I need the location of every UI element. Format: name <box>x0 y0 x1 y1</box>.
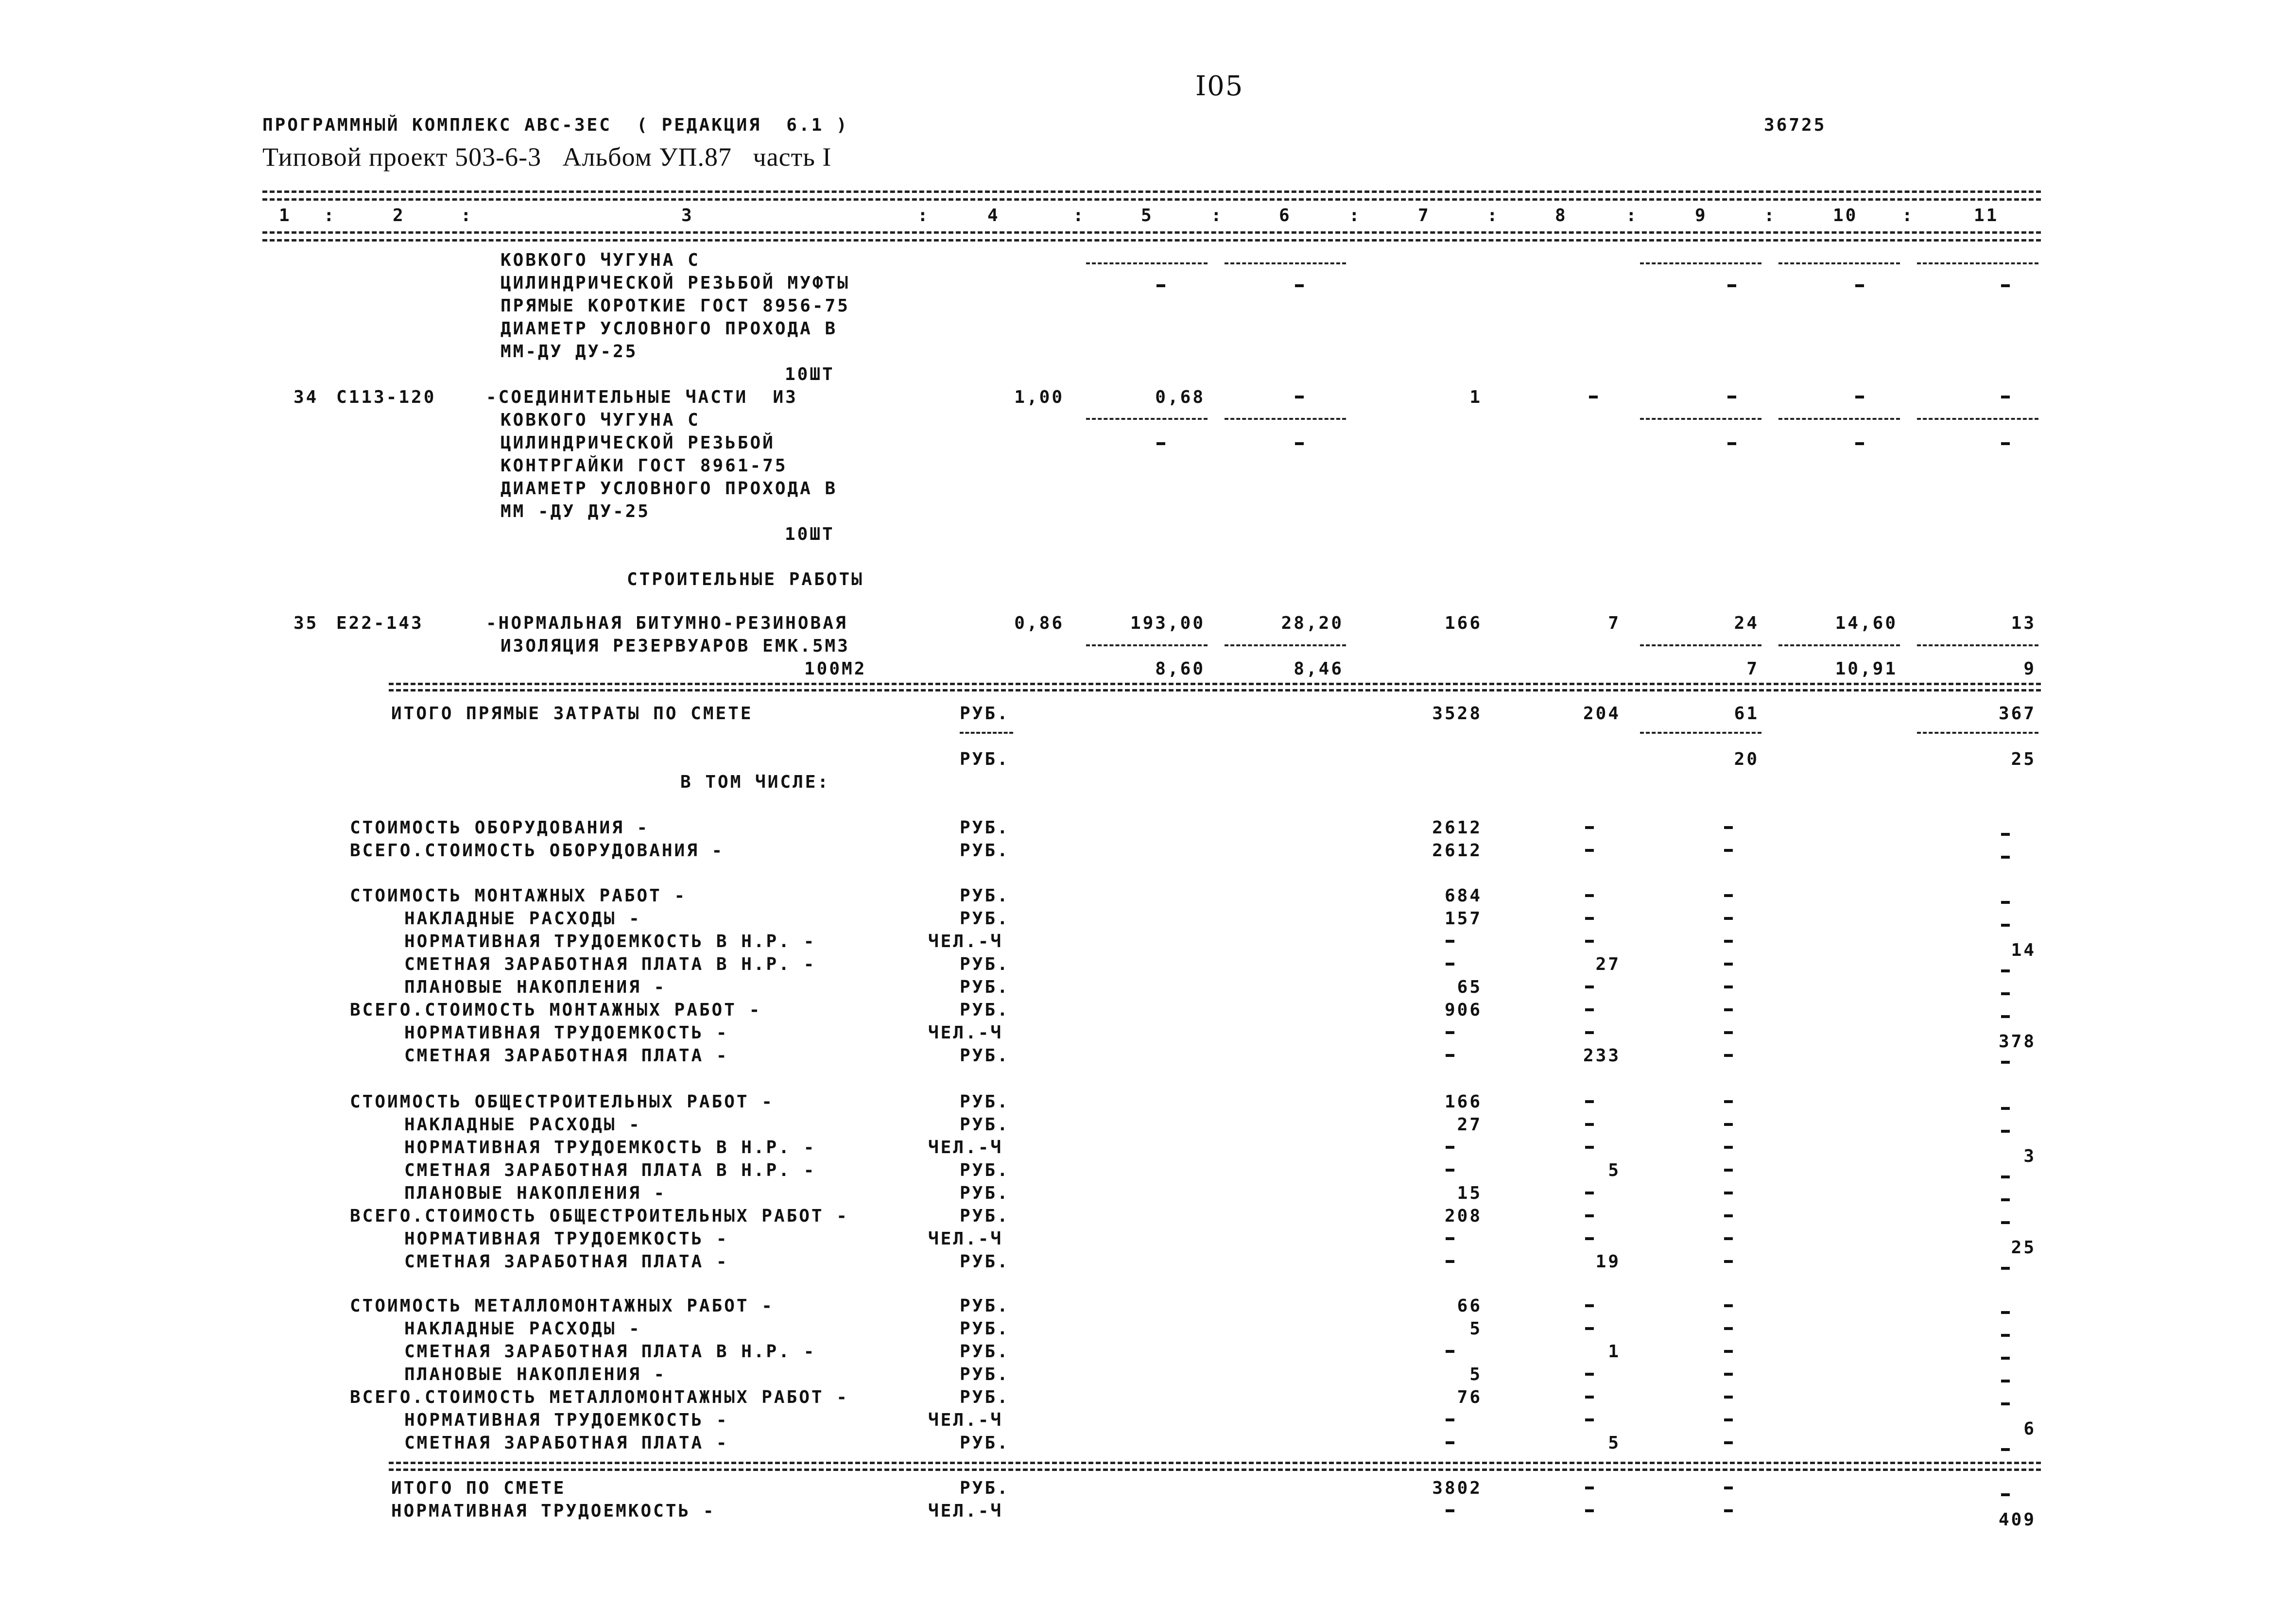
summary-label: СМЕТНАЯ ЗАРАБОТНАЯ ПЛАТА В Н.Р. - <box>404 954 816 974</box>
empty-cell-dash <box>2001 1198 2010 1201</box>
empty-cell-dash <box>2001 924 2010 927</box>
rule-top-2 <box>262 198 2041 201</box>
cell-rule <box>1086 644 1208 646</box>
empty-cell-dash <box>1446 1350 1454 1353</box>
item-name-line: ДИАМЕТР УСЛОВНОГО ПРОХОДА В <box>501 319 838 339</box>
empty-cell-dash <box>1724 826 1733 829</box>
empty-cell-dash <box>1585 1418 1594 1421</box>
empty-cell-dash <box>1585 1008 1594 1011</box>
item-col9-wage: 7 <box>1746 659 1759 679</box>
empty-cell-dash <box>1727 284 1736 287</box>
empty-cell-dash <box>1724 1237 1733 1240</box>
col-sep: : <box>1211 206 1224 225</box>
empty-cell-dash <box>1446 1169 1454 1172</box>
item-col5: 0,68 <box>1155 387 1205 407</box>
col-sep: : <box>1902 206 1915 225</box>
item-col9: 24 <box>1734 613 1759 633</box>
col-sep: : <box>1349 206 1362 225</box>
item-code: Е22-143 <box>336 613 424 633</box>
empty-cell-dash <box>1727 442 1736 445</box>
item-name-line: ДИАМЕТР УСЛОВНОГО ПРОХОДА В <box>501 479 838 499</box>
cell-rule <box>1086 262 1208 264</box>
item-unit: 10ШТ <box>785 524 835 544</box>
empty-cell-dash <box>1157 442 1165 445</box>
item-col5: 193,00 <box>1130 613 1205 633</box>
empty-cell-dash <box>1446 1260 1454 1263</box>
item-name-line: ПРЯМЫЕ КОРОТКИЕ ГОСТ 8956-75 <box>501 296 850 316</box>
summary-col11-value: 14 <box>2011 940 2036 960</box>
empty-cell-dash <box>2001 1267 2010 1270</box>
summary-unit: РУБ. <box>960 886 1010 906</box>
empty-cell-dash <box>2001 442 2010 445</box>
empty-cell-dash <box>1724 1327 1733 1330</box>
empty-cell-dash <box>1585 1123 1594 1126</box>
empty-cell-dash <box>1585 849 1594 852</box>
empty-cell-dash <box>1446 1418 1454 1421</box>
empty-cell-dash <box>1585 1031 1594 1034</box>
empty-cell-dash <box>1295 284 1304 287</box>
item-name-line: КОНТРГАЙКИ ГОСТ 8961-75 <box>501 456 788 476</box>
col-header-8: 8 <box>1555 206 1568 225</box>
summary-col7-value: 2612 <box>1432 818 1482 838</box>
empty-cell-dash <box>1724 1054 1733 1057</box>
empty-cell-dash <box>1585 1373 1594 1376</box>
empty-cell-dash <box>1585 1509 1594 1512</box>
empty-cell-dash <box>1724 917 1733 920</box>
empty-cell-dash <box>1446 1054 1454 1057</box>
summary-unit: РУБ. <box>960 954 1010 974</box>
cell-rule <box>1225 262 1346 264</box>
col-sep: : <box>461 206 473 225</box>
empty-cell-dash <box>2001 1493 2010 1496</box>
direct-total-label: ИТОГО ПРЯМЫЕ ЗАТРАТЫ ПО СМЕТЕ <box>391 704 753 724</box>
empty-cell-dash <box>1446 1509 1454 1512</box>
empty-cell-dash <box>1724 1441 1733 1444</box>
rule-grand-total <box>389 1462 2041 1464</box>
empty-cell-dash <box>1585 1146 1594 1149</box>
item-col6-wage: 8,46 <box>1294 659 1344 679</box>
summary-label: СМЕТНАЯ ЗАРАБОТНАЯ ПЛАТА - <box>404 1046 729 1066</box>
empty-cell-dash <box>1589 396 1598 398</box>
summary-col7-value: 65 <box>1457 977 1482 997</box>
empty-cell-dash <box>1446 1441 1454 1444</box>
summary-label: СТОИМОСТЬ МЕТАЛЛОМОНТАЖНЫХ РАБОТ - <box>350 1296 774 1316</box>
item-code: С113-120 <box>336 387 436 407</box>
summary-col7-value: 76 <box>1457 1387 1482 1407</box>
cell-rule <box>1778 644 1900 646</box>
col-header-5: 5 <box>1141 206 1154 225</box>
summary-label: СМЕТНАЯ ЗАРАБОТНАЯ ПЛАТА В Н.Р. - <box>404 1160 816 1180</box>
cell-rule <box>1917 418 2038 420</box>
summary-col7-value: 15 <box>1457 1183 1482 1203</box>
summary-col7-value: 2612 <box>1432 841 1482 861</box>
summary-col7-value: 208 <box>1444 1206 1482 1226</box>
program-line: ПРОГРАММНЫЙ КОМПЛЕКС АВС-3ЕС ( РЕДАКЦИЯ 6.1 ) <box>262 115 849 135</box>
summary-col8-value: 233 <box>1583 1046 1621 1066</box>
summary-label: СМЕТНАЯ ЗАРАБОТНАЯ ПЛАТА В Н.Р. - <box>404 1342 816 1362</box>
item-col7: 166 <box>1444 613 1482 633</box>
direct-total-col11: 367 <box>1998 704 2036 724</box>
item-col10: 14,60 <box>1835 613 1898 633</box>
summary-unit: ЧЕЛ.-Ч <box>928 1410 1003 1430</box>
empty-cell-dash <box>2001 1175 2010 1178</box>
cell-rule <box>1640 732 1761 734</box>
summary-label: СМЕТНАЯ ЗАРАБОТНАЯ ПЛАТА - <box>404 1433 729 1453</box>
empty-cell-dash <box>1585 1304 1594 1307</box>
empty-cell-dash <box>1855 442 1864 445</box>
cell-rule <box>1086 418 1208 420</box>
item-name-line: ЦИЛИНДРИЧЕСКОЙ РЕЗЬБОЙ <box>501 433 775 453</box>
col-sep: : <box>1073 206 1086 225</box>
item-name-line: КОВКОГО ЧУГУНА С <box>501 410 700 430</box>
col-header-9: 9 <box>1695 206 1708 225</box>
empty-cell-dash <box>2001 1015 2010 1018</box>
summary-label: ПЛАНОВЫЕ НАКОПЛЕНИЯ - <box>404 1365 667 1384</box>
empty-cell-dash <box>1295 442 1304 445</box>
item-unit: 10ШТ <box>785 364 835 384</box>
summary-label: НОРМАТИВНАЯ ТРУДОЕМКОСТЬ - <box>391 1501 716 1521</box>
summary-unit: РУБ. <box>960 841 1010 861</box>
empty-cell-dash <box>1585 1327 1594 1330</box>
empty-cell-dash <box>1724 1304 1733 1307</box>
item-unit: 100М2 <box>804 659 867 679</box>
empty-cell-dash <box>1724 1486 1733 1489</box>
empty-cell-dash <box>2001 1402 2010 1405</box>
empty-cell-dash <box>1585 1214 1594 1217</box>
empty-cell-dash <box>1724 894 1733 897</box>
empty-cell-dash <box>2001 1061 2010 1064</box>
empty-cell-dash <box>1585 1237 1594 1240</box>
summary-unit: ЧЕЛ.-Ч <box>928 932 1003 951</box>
summary-unit: РУБ. <box>960 1206 1010 1226</box>
including-label: В ТОМ ЧИСЛЕ: <box>680 772 830 792</box>
cell-rule <box>1778 418 1900 420</box>
summary-unit: РУБ. <box>960 1000 1010 1020</box>
summary-unit: РУБ. <box>960 1433 1010 1453</box>
empty-cell-dash <box>1855 284 1864 287</box>
item-number: 35 <box>293 613 319 633</box>
col-header-4: 4 <box>987 206 1000 225</box>
item-name-line: ИЗОЛЯЦИЯ РЕЗЕРВУАРОВ ЕМК.5М3 <box>501 636 850 656</box>
empty-cell-dash <box>1585 826 1594 829</box>
summary-unit: ЧЕЛ.-Ч <box>928 1501 1003 1521</box>
empty-cell-dash <box>1724 1146 1733 1149</box>
cell-rule <box>1225 644 1346 646</box>
cell-rule <box>1917 644 2038 646</box>
summary-col11-value: 409 <box>1998 1510 2036 1530</box>
col-header-6: 6 <box>1279 206 1292 225</box>
summary-label: НАКЛАДНЫЕ РАСХОДЫ - <box>404 1319 641 1339</box>
summary-label: СМЕТНАЯ ЗАРАБОТНАЯ ПЛАТА - <box>404 1252 729 1272</box>
summary-label: НОРМАТИВНАЯ ТРУДОЕМКОСТЬ В Н.Р. - <box>404 932 816 951</box>
summary-unit: РУБ. <box>960 1183 1010 1203</box>
item-col11: 13 <box>2011 613 2036 633</box>
rule-totals-top <box>389 683 2041 685</box>
item-name-line: КОВКОГО ЧУГУНА С <box>501 250 700 270</box>
summary-label: НОРМАТИВНАЯ ТРУДОЕМКОСТЬ В Н.Р. - <box>404 1138 816 1158</box>
empty-cell-dash <box>1724 1396 1733 1399</box>
empty-cell-dash <box>1585 1396 1594 1399</box>
item-col10-wage: 10,91 <box>1835 659 1898 679</box>
col-header-11: 11 <box>1974 206 1999 225</box>
item-qty: 0,86 <box>1014 613 1064 633</box>
summary-col7-value: 157 <box>1444 909 1482 929</box>
cell-rule <box>1917 732 2038 734</box>
empty-cell-dash <box>1585 917 1594 920</box>
empty-cell-dash <box>1724 1031 1733 1034</box>
summary-col8-value: 5 <box>1608 1433 1621 1453</box>
summary-label: НОРМАТИВНАЯ ТРУДОЕМКОСТЬ - <box>404 1410 729 1430</box>
cell-rule <box>1640 644 1761 646</box>
empty-cell-dash <box>2001 833 2010 836</box>
summary-label: ПЛАНОВЫЕ НАКОПЛЕНИЯ - <box>404 977 667 997</box>
section-title: СТРОИТЕЛЬНЫЕ РАБОТЫ <box>627 570 864 589</box>
summary-unit: РУБ. <box>960 1342 1010 1362</box>
summary-col7-value: 906 <box>1444 1000 1482 1020</box>
empty-cell-dash <box>2001 284 2010 287</box>
summary-label: НОРМАТИВНАЯ ТРУДОЕМКОСТЬ - <box>404 1229 729 1249</box>
rule-top <box>262 190 2041 193</box>
summary-unit: ЧЕЛ.-Ч <box>928 1023 1003 1043</box>
item-name-line: -СОЕДИНИТЕЛЬНЫЕ ЧАСТИ ИЗ <box>486 387 798 407</box>
item-col11-wage: 9 <box>2023 659 2036 679</box>
cell-rule <box>960 732 1013 734</box>
document-code: 36725 <box>1764 115 1827 135</box>
empty-cell-dash <box>1724 963 1733 966</box>
summary-label: СТОИМОСТЬ ОБЩЕСТРОИТЕЛЬНЫХ РАБОТ - <box>350 1092 774 1112</box>
summary-unit: ЧЕЛ.-Ч <box>928 1138 1003 1158</box>
col-sep: : <box>917 206 930 225</box>
empty-cell-dash <box>1585 940 1594 943</box>
item-name-line: ММ-ДУ ДУ-25 <box>501 342 638 362</box>
item-name-line: ММ -ДУ ДУ-25 <box>501 501 651 521</box>
empty-cell-dash <box>1724 1192 1733 1194</box>
direct-total-col9-wage: 20 <box>1734 749 1759 769</box>
empty-cell-dash <box>2001 1334 2010 1337</box>
cell-rule <box>1640 262 1761 264</box>
summary-label: ПЛАНОВЫЕ НАКОПЛЕНИЯ - <box>404 1183 667 1203</box>
rule-header-bottom <box>262 231 2041 234</box>
summary-label: НАКЛАДНЫЕ РАСХОДЫ - <box>404 1115 641 1135</box>
empty-cell-dash <box>1724 849 1733 852</box>
summary-label: ИТОГО ПО СМЕТЕ <box>391 1478 566 1498</box>
summary-col7-value: 5 <box>1469 1365 1482 1384</box>
empty-cell-dash <box>1295 396 1304 398</box>
cell-rule <box>1640 418 1761 420</box>
cell-rule <box>1778 262 1900 264</box>
direct-total-col7: 3528 <box>1432 704 1482 724</box>
summary-col8-value: 27 <box>1595 954 1621 974</box>
empty-cell-dash <box>1446 1031 1454 1034</box>
item-name-line: ЦИЛИНДРИЧЕСКОЙ РЕЗЬБОЙ МУФТЫ <box>501 273 850 293</box>
empty-cell-dash <box>1724 1214 1733 1217</box>
empty-cell-dash <box>2001 1380 2010 1382</box>
empty-cell-dash <box>1724 1123 1733 1126</box>
summary-col11-value: 378 <box>1998 1032 2036 1052</box>
empty-cell-dash <box>1724 1169 1733 1172</box>
empty-cell-dash <box>2001 1221 2010 1224</box>
item-col7: 1 <box>1469 387 1482 407</box>
project-line: Типовой проект 503-6-3 Альбом УП.87 часть I <box>262 142 832 172</box>
empty-cell-dash <box>1724 1260 1733 1263</box>
empty-cell-dash <box>2001 901 2010 904</box>
col-header-3: 3 <box>681 206 694 225</box>
page-number: I05 <box>1195 70 1244 102</box>
summary-col7-value: 27 <box>1457 1115 1482 1135</box>
col-sep: : <box>324 206 336 225</box>
empty-cell-dash <box>1724 1350 1733 1353</box>
summary-col8-value: 19 <box>1595 1252 1621 1272</box>
summary-unit: РУБ. <box>960 1478 1010 1498</box>
empty-cell-dash <box>1855 396 1864 398</box>
empty-cell-dash <box>1585 894 1594 897</box>
summary-label: ВСЕГО.СТОИМОСТЬ ОБОРУДОВАНИЯ - <box>350 841 725 861</box>
summary-unit: ЧЕЛ.-Ч <box>928 1229 1003 1249</box>
cell-rule <box>1917 262 2038 264</box>
summary-label: СТОИМОСТЬ ОБОРУДОВАНИЯ - <box>350 818 650 838</box>
empty-cell-dash <box>1446 1146 1454 1149</box>
empty-cell-dash <box>2001 1107 2010 1110</box>
empty-cell-dash <box>1724 1509 1733 1512</box>
rule-grand-total-2 <box>389 1469 2041 1471</box>
summary-unit: РУБ. <box>960 1115 1010 1135</box>
summary-label: ВСЕГО.СТОИМОСТЬ МЕТАЛЛОМОНТАЖНЫХ РАБОТ - <box>350 1387 849 1407</box>
item-qty: 1,00 <box>1014 387 1064 407</box>
empty-cell-dash <box>2001 969 2010 972</box>
empty-cell-dash <box>1724 1373 1733 1376</box>
empty-cell-dash <box>2001 856 2010 859</box>
summary-col7-value: 5 <box>1469 1319 1482 1339</box>
summary-label: НОРМАТИВНАЯ ТРУДОЕМКОСТЬ - <box>404 1023 729 1043</box>
summary-unit: РУБ. <box>960 1387 1010 1407</box>
summary-col7-value: 684 <box>1444 886 1482 906</box>
empty-cell-dash <box>2001 1130 2010 1133</box>
col-header-7: 7 <box>1418 206 1431 225</box>
empty-cell-dash <box>1727 396 1736 398</box>
empty-cell-dash <box>1585 1192 1594 1194</box>
summary-unit: РУБ. <box>960 1092 1010 1112</box>
summary-unit: РУБ. <box>960 818 1010 838</box>
summary-label: ВСЕГО.СТОИМОСТЬ ОБЩЕСТРОИТЕЛЬНЫХ РАБОТ - <box>350 1206 849 1226</box>
summary-col7-value: 3802 <box>1432 1478 1482 1498</box>
summary-col7-value: 166 <box>1444 1092 1482 1112</box>
empty-cell-dash <box>1446 1237 1454 1240</box>
summary-unit: РУБ. <box>960 977 1010 997</box>
summary-unit: РУБ. <box>960 1160 1010 1180</box>
rule-header-bottom-2 <box>262 239 2041 242</box>
unit-label: РУБ. <box>960 749 1010 769</box>
col-header-10: 10 <box>1833 206 1858 225</box>
summary-unit: РУБ. <box>960 1046 1010 1066</box>
empty-cell-dash <box>1585 1100 1594 1103</box>
col-sep: : <box>1487 206 1500 225</box>
summary-col11-value: 6 <box>2023 1419 2036 1439</box>
item-col6: 28,20 <box>1281 613 1344 633</box>
empty-cell-dash <box>2001 992 2010 995</box>
col-sep: : <box>1626 206 1639 225</box>
empty-cell-dash <box>1724 1008 1733 1011</box>
empty-cell-dash <box>1157 284 1165 287</box>
direct-total-col8: 204 <box>1583 704 1621 724</box>
empty-cell-dash <box>1724 985 1733 988</box>
rule-totals-top-2 <box>389 689 2041 691</box>
summary-unit: РУБ. <box>960 1252 1010 1272</box>
empty-cell-dash <box>1446 963 1454 966</box>
unit-label: РУБ. <box>960 704 1010 724</box>
summary-col8-value: 5 <box>1608 1160 1621 1180</box>
summary-col11-value: 3 <box>2023 1146 2036 1166</box>
col-sep: : <box>1764 206 1777 225</box>
item-number: 34 <box>293 387 319 407</box>
item-col8: 7 <box>1608 613 1621 633</box>
empty-cell-dash <box>1724 1100 1733 1103</box>
col-header-1: 1 <box>279 206 292 225</box>
summary-unit: РУБ. <box>960 1319 1010 1339</box>
empty-cell-dash <box>1585 985 1594 988</box>
empty-cell-dash <box>2001 396 2010 398</box>
summary-label: СТОИМОСТЬ МОНТАЖНЫХ РАБОТ - <box>350 886 687 906</box>
col-header-2: 2 <box>393 206 405 225</box>
summary-unit: РУБ. <box>960 909 1010 929</box>
summary-label: ВСЕГО.СТОИМОСТЬ МОНТАЖНЫХ РАБОТ - <box>350 1000 762 1020</box>
empty-cell-dash <box>2001 1448 2010 1451</box>
empty-cell-dash <box>1585 1486 1594 1489</box>
empty-cell-dash <box>1724 940 1733 943</box>
summary-unit: РУБ. <box>960 1296 1010 1316</box>
summary-col7-value: 66 <box>1457 1296 1482 1316</box>
summary-col11-value: 25 <box>2011 1238 2036 1258</box>
item-name-line: -НОРМАЛЬНАЯ БИТУМНО-РЕЗИНОВАЯ <box>486 613 848 633</box>
direct-total-col11-wage: 25 <box>2011 749 2036 769</box>
summary-col8-value: 1 <box>1608 1342 1621 1362</box>
empty-cell-dash <box>2001 1311 2010 1314</box>
item-col5-wage: 8,60 <box>1155 659 1205 679</box>
cell-rule <box>1225 418 1346 420</box>
empty-cell-dash <box>2001 1357 2010 1360</box>
summary-label: НАКЛАДНЫЕ РАСХОДЫ - <box>404 909 641 929</box>
empty-cell-dash <box>1446 940 1454 943</box>
direct-total-col9: 61 <box>1734 704 1759 724</box>
empty-cell-dash <box>1724 1418 1733 1421</box>
summary-unit: РУБ. <box>960 1365 1010 1384</box>
